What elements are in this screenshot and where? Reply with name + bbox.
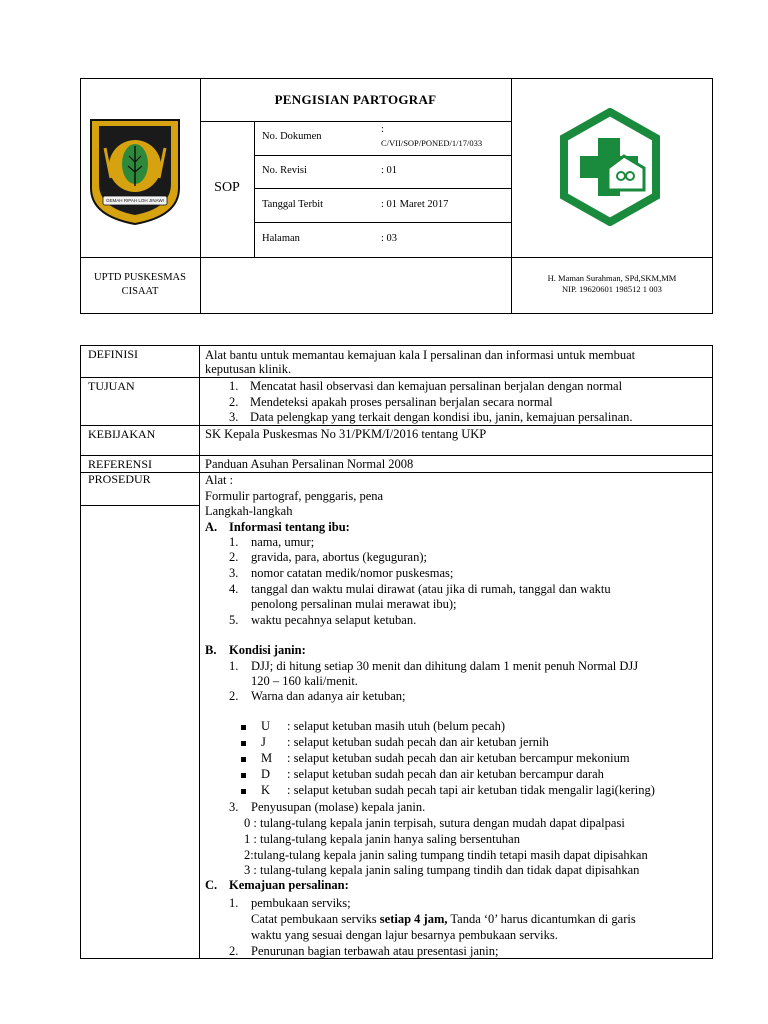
logo-motto: GEMAH RIPAH LOH JINAWI [105, 198, 164, 203]
c-num-1: 1. [229, 896, 239, 910]
a-num-4: 4. [229, 582, 239, 596]
field-value-tanggal-terbit: : 01 Maret 2017 [381, 199, 449, 210]
field-label-no-revisi: No. Revisi [262, 165, 307, 176]
header-divider [200, 78, 201, 314]
org-line-1: UPTD PUSKESMAS [94, 272, 186, 283]
header-divider [254, 121, 255, 257]
header-divider [254, 155, 511, 156]
row-divider [80, 505, 200, 506]
field-value-halaman: : 03 [381, 233, 398, 244]
field-label-halaman: Halaman [262, 233, 300, 244]
section-c-letter: C. [205, 878, 218, 892]
steps-heading: Langkah-langkah [205, 504, 293, 518]
section-b-title: Kondisi janin: [229, 643, 306, 657]
c-item-1-line-2-post: Tanda ‘0’ harus dicantumkan di garis [447, 912, 636, 926]
b-item-3: Penyusupan (molase) kepala janin. [251, 800, 426, 814]
section-a-title: Informasi tentang ibu: [229, 520, 350, 534]
c-num-2: 2. [229, 944, 239, 958]
code-desc-u: : selaput ketuban masih utuh (belum pecah) [287, 719, 505, 733]
header-divider [254, 188, 511, 189]
a-item-1: nama, umur; [251, 535, 315, 549]
kebijakan-text: SK Kepala Puskesmas No 31/PKM/I/2016 tentang UKP [205, 427, 487, 441]
a-num-1: 1. [229, 535, 239, 549]
referensi-text: Panduan Asuhan Persalinan Normal 2008 [205, 457, 414, 471]
tujuan-num-2: 2. [229, 395, 239, 409]
field-value-no-revisi: : 01 [381, 165, 398, 176]
c-item-2: Penurunan bagian terbawah atau presentasi janin; [251, 944, 499, 958]
c-item-1-line-2-bold: setiap 4 jam, [379, 912, 448, 926]
code-letter-u: U [261, 719, 271, 733]
c-item-1-line-2-pre: Catat pembukaan serviks [251, 912, 380, 926]
section-c-title: Kemajuan persalinan: [229, 878, 349, 892]
row-label-referensi: REFERENSI [88, 457, 153, 471]
c-item-1: pembukaan serviks; [251, 896, 351, 910]
section-b-letter: B. [205, 643, 217, 657]
row-label-kebijakan: KEBIJAKAN [88, 427, 156, 441]
c-item-1-line-3: waktu yang sesuai dengan lajur besarnya pembukaan serviks. [251, 928, 558, 942]
row-divider [80, 455, 713, 456]
c-item-1-line-2 [251, 912, 636, 928]
document-title: PENGISIAN PARTOGRAF [274, 92, 437, 107]
header-divider [80, 257, 713, 258]
a-num-2: 2. [229, 550, 239, 564]
tujuan-item-3: Data pelengkap yang terkait dengan kondisi ibu, janin, kemajuan persalinan. [250, 410, 633, 424]
code-letter-m: M [261, 751, 273, 765]
a-item-4: tanggal dan waktu mulai dirawat (atau jika di rumah, tanggal dan waktu [251, 582, 611, 596]
a-item-2: gravida, para, abortus (keguguran); [251, 550, 427, 564]
bullet-square [241, 725, 246, 730]
a-item-4-cont: penolong persalinan mulai merawat ibu); [251, 597, 457, 611]
regency-logo [89, 118, 181, 226]
bullet-square [241, 789, 246, 794]
org-line-2: CISAAT [121, 286, 159, 297]
molase-1: 1 : tulang-tulang kepala janin hanya saling bersentuhan [244, 832, 520, 846]
b-num-1: 1. [229, 659, 239, 673]
b-item-2: Warna dan adanya air ketuban; [251, 689, 406, 703]
section-a-letter: A. [205, 520, 218, 534]
a-item-5: waktu pecahnya selaput ketuban. [251, 613, 417, 627]
code-letter-d: D [261, 767, 271, 781]
signer-block [511, 273, 713, 295]
molase-0: 0 : tulang-tulang kepala janin terpisah, sutura dengan mudah dapat dipalpasi [244, 816, 625, 830]
definisi-line-1: Alat bantu untuk memantau kemajuan kala I persalinan dan informasi untuk membuat [205, 348, 636, 362]
code-desc-d: : selaput ketuban sudah pecah dan air ketuban bercampur darah [287, 767, 604, 781]
molase-3: 3 : tulang-tulang kepala janin saling tumpang tindih dan tidak dapat dipisahkan [244, 863, 640, 877]
code-desc-k: : selaput ketuban sudah pecah tapi air ketuban tidak mengalir lagi(kering) [287, 783, 655, 797]
tujuan-item-2: Mendeteksi apakah proses persalinan berjalan secara normal [250, 395, 553, 409]
b-item-1: DJJ; di hitung setiap 30 menit dan dihitung dalam 1 menit penuh Normal DJJ [251, 659, 639, 673]
code-letter-k: K [261, 783, 271, 797]
header-divider [254, 222, 511, 223]
signer-nip: NIP. 19620601 198512 1 003 [562, 284, 662, 294]
row-divider [80, 377, 713, 378]
tujuan-num-1: 1. [229, 379, 239, 393]
field-value-no-dokumen: C/VII/SOP/PONED/1/17/033 [381, 138, 483, 148]
label-column-divider [199, 345, 200, 959]
code-desc-m: : selaput ketuban sudah pecah dan air ketuban bercampur mekonium [287, 751, 630, 765]
b-item-1-cont: 120 – 160 kali/menit. [251, 674, 358, 688]
tujuan-num-3: 3. [229, 410, 239, 424]
sop-label: SOP [214, 180, 240, 195]
signer-name: H. Maman Surahman, SPd,SKM,MM [547, 273, 677, 283]
row-label-prosedur: PROSEDUR [88, 472, 151, 486]
b-num-3: 3. [229, 800, 239, 814]
header-divider [200, 121, 511, 122]
definisi-line-2: keputusan klinik. [205, 362, 292, 376]
field-label-tanggal-terbit: Tanggal Terbit [262, 199, 324, 210]
code-letter-j: J [261, 735, 266, 749]
puskesmas-logo [558, 108, 662, 226]
tujuan-item-1: Mencatat hasil observasi dan kemajuan persalinan berjalan dengan normal [250, 379, 623, 393]
row-label-tujuan: TUJUAN [88, 379, 135, 393]
a-item-3: nomor catatan medik/nomor puskesmas; [251, 566, 454, 580]
prosedur-alat-label: Alat : [205, 473, 234, 487]
molase-2: 2:tulang-tulang kepala janin saling tumpang tindih tetapi masih dapat dipisahkan [244, 848, 648, 862]
code-desc-j: : selaput ketuban sudah pecah dan air ketuban jernih [287, 735, 549, 749]
bullet-square [241, 757, 246, 762]
field-colon-no-dokumen: : [381, 124, 384, 135]
a-num-3: 3. [229, 566, 239, 580]
a-num-5: 5. [229, 613, 239, 627]
bullet-square [241, 741, 246, 746]
field-label-no-dokumen: No. Dokumen [262, 131, 322, 142]
bullet-square [241, 773, 246, 778]
b-num-2: 2. [229, 689, 239, 703]
row-label-definisi: DEFINISI [88, 347, 138, 361]
prosedur-alat-text: Formulir partograf, penggaris, pena [205, 489, 384, 503]
org-name [80, 271, 200, 299]
